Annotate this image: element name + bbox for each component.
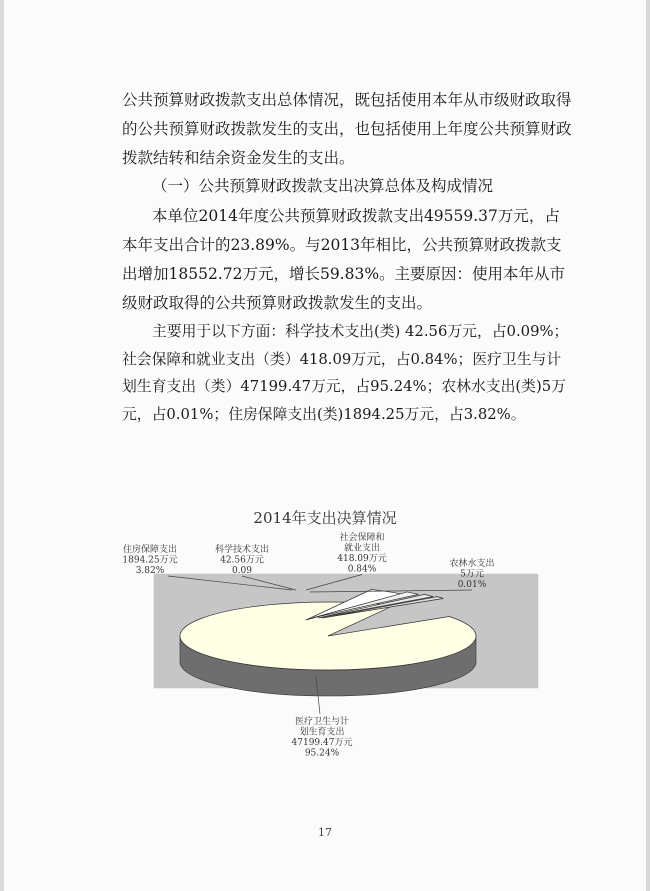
paragraph-total: 本单位2014年度公共预算财政拨款支出49559.37万元，占本年支出合计的23.89%。与2013年相比，公共预算财政拨款支出增加18552.72万元，增长59.83%。主要原因：使用本年从市级财政取得的公共预算财政拨款发生的支出。 [122,207,566,312]
slice-label-0 [292,715,353,759]
paragraph-overview: 公共预算财政拨款支出总体情况，既包括使用本年从市级财政取得的公共预算财政拨款发生的支出，也包括使用上年度公共预算财政拨款结转和结余资金发生的支出。 [122,91,572,167]
document-page [4,0,646,891]
slice-label-line: 42.56万元 [220,555,264,566]
slice-label-line: 医疗卫生与计 [294,717,350,727]
slice-label-line: 1894.25万元 [122,555,178,566]
slice-label-line: 就业支出 [343,543,381,554]
slice-label-line: 95.24% [304,748,340,759]
slice-label-1 [122,543,177,576]
slice-label-line: 科学技术支出 [214,545,270,555]
page-number: 17 [318,826,332,839]
slice-label-line: 418.09万元 [337,554,387,564]
section-heading: （一）公共预算财政拨款支出决算总体及构成情况 [152,177,494,195]
slice-label-line: 0.84% [347,564,377,575]
slice-label-line: 划生育支出 [299,727,345,738]
slice-label-line: 0.01% [457,580,487,590]
chart-title: 2014年支出决算情况 [253,509,397,527]
slice-label-2 [215,543,269,576]
slice-label-line: 农林水支出 [449,559,495,569]
slice-label-line: 0.09 [231,566,253,576]
pie-chart [4,0,646,891]
slice-label-line: 住房保障支出 [122,545,178,555]
slice-label-line: 47199.47万元 [291,738,353,748]
slice-label-line: 5万元 [460,569,484,580]
slice-label-3 [337,531,387,575]
slice-label-line: 社会保障和 [339,533,385,543]
slice-label-line: 3.82% [135,566,165,576]
paragraph-breakdown: 主要用于以下方面：科学技术支出(类) 42.56万元，占0.09%；社会保障和就业支出（类）418.09万元，占0.84%；医疗卫生与计划生育支出（类）47199.47万元，占95.24%；农林水支出(类)5万元，占0.01%；住房保障支出(类)1894.25万元，占3.82%。 [122,323,569,423]
